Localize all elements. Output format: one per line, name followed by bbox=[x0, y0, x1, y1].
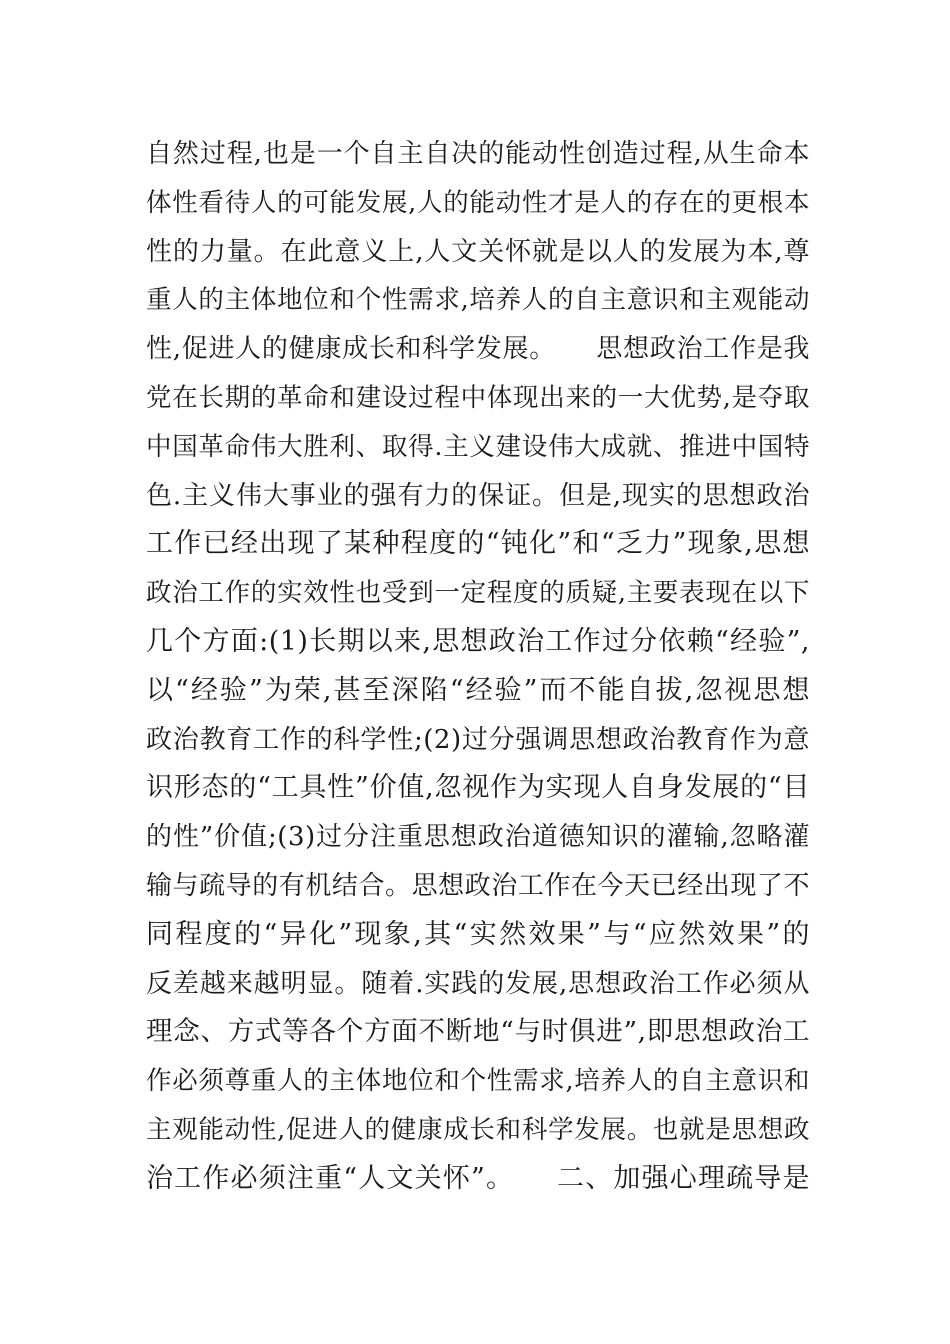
text-line: 党在长期的革命和建设过程中体现出来的一大优势,是夺取 bbox=[146, 382, 810, 413]
text-line: 政治教育工作的科学性;(2)过分强调思想政治教育作为意 bbox=[146, 724, 810, 755]
text-line: 色.主义伟大事业的强有力的保证。但是,现实的思想政治 bbox=[146, 480, 810, 511]
text-line: 主观能动性,促进人的健康成长和科学发展。也就是思想政 bbox=[146, 1114, 810, 1145]
text-line: 性的力量。在此意义上,人文关怀就是以人的发展为本,尊 bbox=[146, 236, 810, 267]
text-line: 识形态的“工具性”价值,忽视作为实现人自身发展的“目 bbox=[146, 772, 810, 804]
text-line: 政治工作的实效性也受到一定程度的质疑,主要表现在以下 bbox=[146, 578, 810, 609]
text-line: 体性看待人的可能发展,人的能动性才是人的存在的更根本 bbox=[146, 187, 810, 218]
text-line: 性,促进人的健康成长和科学发展。 思想政治工作是我 bbox=[146, 334, 810, 365]
text-line: 治工作必须注重“人文关怀”。 二、加强心理疏导是 bbox=[146, 1162, 810, 1194]
text-line: 以“经验”为荣,甚至深陷“经验”而不能自拔,忽视思想 bbox=[146, 674, 810, 706]
text-line: 的性”价值;(3)过分注重思想政治道德知识的灌输,忽略灌 bbox=[146, 822, 810, 853]
text-line: 同程度的“异化”现象,其“实然效果”与“应然效果”的 bbox=[146, 918, 810, 950]
text-line: 作必须尊重人的主体地位和个性需求,培养人的自主意识和 bbox=[146, 1066, 810, 1097]
text-line: 反差越来越明显。随着.实践的发展,思想政治工作必须从 bbox=[146, 968, 810, 999]
text-line: 自然过程,也是一个自主自决的能动性创造过程,从生命本 bbox=[146, 139, 810, 169]
text-line: 输与疏导的有机结合。思想政治工作在今天已经出现了不 bbox=[146, 870, 810, 901]
body-text bbox=[146, 130, 810, 1204]
text-line: 重人的主体地位和个性需求,培养人的自主意识和主观能动 bbox=[146, 285, 810, 316]
text-line: 中国革命伟大胜利、取得.主义建设伟大成就、推进中国特 bbox=[146, 431, 810, 462]
text-line: 几个方面:(1)长期以来,思想政治工作过分依赖“经验”, bbox=[146, 625, 810, 657]
text-line: 理念、方式等各个方面不断地“与时俱进”,即思想政治工 bbox=[146, 1016, 810, 1048]
text-line: 工作已经出现了某种程度的“钝化”和“乏力”现象,思想 bbox=[146, 528, 810, 560]
